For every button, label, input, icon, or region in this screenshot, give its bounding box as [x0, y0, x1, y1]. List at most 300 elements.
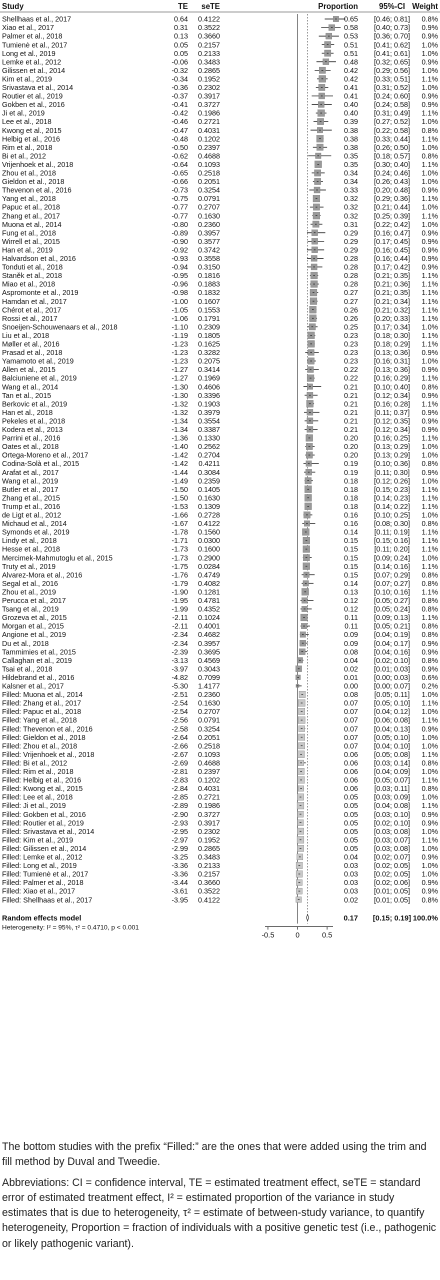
sete-value: 0.4001 — [198, 621, 220, 631]
sete-value: 0.3483 — [198, 852, 220, 862]
sete-value: 0.2707 — [198, 707, 220, 717]
te-value: 0.13 — [174, 31, 188, 41]
weight-value: 1.1% — [421, 561, 438, 571]
study-name: de Ligt et al., 2012 — [2, 510, 62, 520]
weight-value: 1.0% — [421, 450, 438, 460]
te-value: -1.49 — [171, 476, 188, 486]
ci-value: [0.00; 0.07] — [374, 681, 410, 691]
study-name: Filled: Muona et al., 2014 — [2, 690, 83, 700]
te-value: -1.76 — [171, 570, 188, 580]
sete-value: 0.4688 — [198, 758, 220, 768]
study-name: Filled: Kim et al., 2019 — [2, 835, 74, 845]
sete-value: 0.3396 — [198, 390, 220, 400]
weight-value: 0.8% — [421, 621, 438, 631]
ci-value: [0.13; 0.29] — [374, 450, 410, 460]
ci-value: [0.21; 0.35] — [374, 271, 410, 281]
proportion-value: 0.12 — [344, 604, 358, 614]
study-name: Han et al., 2018 — [2, 407, 53, 417]
ci-value: [0.16; 0.25] — [374, 433, 410, 443]
proportion-value: 0.34 — [344, 177, 358, 187]
ci-value: [0.22; 0.58] — [374, 125, 410, 135]
sete-value: 0.1883 — [198, 279, 220, 289]
study-name: Tumienė et al., 2017 — [2, 40, 68, 50]
ci-value: [0.01; 0.05] — [374, 886, 410, 896]
study-name: Filled: Kwong et al., 2015 — [2, 784, 83, 794]
sete-value: 0.3387 — [198, 425, 220, 434]
proportion-value: 0.18 — [344, 476, 358, 486]
proportion-value: 0.19 — [344, 459, 358, 469]
ci-value: [0.11; 0.20] — [374, 544, 410, 554]
study-name: Wang et al., 2014 — [2, 382, 59, 392]
ci-value: [0.21; 0.32] — [374, 305, 410, 315]
header-study: Study — [2, 2, 24, 11]
sete-value: 0.2302 — [198, 826, 220, 836]
te-value: -2.99 — [171, 843, 188, 853]
proportion-value: 0.07 — [344, 715, 358, 725]
weight-value: 1.0% — [421, 442, 438, 452]
proportion-value: 0.08 — [344, 647, 358, 657]
weight-value: 1.1% — [421, 835, 438, 845]
ci-value: [0.21; 0.36] — [374, 279, 410, 289]
summary-estimate: 0.17 — [343, 913, 358, 923]
study-name: Wang et al., 2019 — [2, 476, 59, 486]
study-name: Ortega-Moreno et al., 2017 — [2, 450, 89, 460]
te-value: -3.61 — [171, 886, 188, 896]
sete-value: 0.1093 — [198, 159, 220, 169]
study-name: Alvarez-Mora et al., 2016 — [2, 570, 83, 580]
study-name: Allen et al., 2015 — [2, 365, 56, 375]
ci-value: [0.11; 0.19] — [374, 527, 410, 537]
ci-value: [0.18; 0.29] — [374, 339, 410, 349]
te-value: -2.54 — [171, 698, 188, 708]
weight-value: 1.1% — [421, 801, 438, 811]
proportion-value: 0.07 — [344, 741, 358, 751]
study-name: Long et al., 2019 — [2, 48, 56, 58]
te-value: -1.32 — [171, 407, 188, 417]
weight-value: 1.0% — [421, 869, 438, 879]
proportion-value: 0.03 — [344, 886, 358, 896]
sete-value: 0.2133 — [198, 861, 220, 871]
weight-value: 1.0% — [421, 83, 438, 92]
te-value: -1.66 — [171, 510, 188, 520]
te-value: -0.48 — [171, 134, 188, 144]
weight-value: 1.0% — [421, 177, 438, 187]
te-value: 0.31 — [174, 23, 188, 33]
sete-value: 0.2309 — [198, 322, 220, 332]
study-name: Oates et al., 2018 — [2, 442, 59, 452]
te-value: -0.75 — [171, 194, 188, 204]
sete-value: 0.3957 — [198, 228, 220, 238]
proportion-value: 0.04 — [344, 655, 358, 665]
axis-tick-label: 0.5 — [321, 930, 333, 940]
proportion-value: 0.32 — [344, 211, 358, 221]
summary-ci: [0.15; 0.19] — [372, 913, 412, 923]
proportion-value: 0.53 — [344, 31, 358, 41]
proportion-value: 0.29 — [344, 228, 358, 238]
weight-value: 1.1% — [421, 279, 438, 289]
sete-value: 0.1816 — [198, 271, 220, 281]
sete-value: 0.0300 — [198, 536, 220, 546]
te-value: -2.93 — [171, 818, 188, 828]
weight-value: 1.0% — [421, 356, 438, 366]
proportion-value: 0.12 — [344, 596, 358, 605]
study-name: Kalsner et al., 2017 — [2, 681, 64, 691]
te-value: -2.84 — [171, 784, 188, 794]
caption-abbreviations: Abbreviations: CI = confidence interval, TE = estimated treatment effect, seTE = standard error of estimated treatment effect, I² = estimated proportion of the variance in study estimates that is due to heterogeneity, τ² = estimate of between-study variance, to quantify heterogeneity, Proportion = fraction of individuals with a positive genetic test (i.e., pathogenic or likely pathogenic variant). — [2, 1176, 437, 1250]
ci-value: [0.18; 0.30] — [374, 330, 410, 340]
ci-value: [0.06; 0.08] — [374, 715, 410, 725]
sete-value: 0.3522 — [198, 886, 220, 896]
ci-value: [0.32; 0.65] — [374, 57, 410, 67]
axis-tick-label: 0 — [295, 930, 300, 940]
ci-value: [0.03; 0.07] — [374, 835, 410, 845]
proportion-value: 0.32 — [344, 194, 358, 204]
sete-value: 0.2562 — [198, 442, 220, 452]
ci-value: [0.21; 0.35] — [374, 288, 410, 298]
te-value: -1.23 — [171, 339, 188, 349]
ci-value: [0.14; 0.16] — [374, 561, 410, 571]
study-name: Angione et al., 2019 — [2, 630, 66, 640]
proportion-value: 0.07 — [344, 707, 358, 717]
proportion-value: 0.22 — [344, 373, 358, 383]
te-value: -1.10 — [171, 322, 188, 332]
ci-value: [0.15; 0.16] — [374, 536, 410, 546]
weight-value: 0.8% — [421, 655, 438, 665]
study-name: Filled: Zhou et al., 2018 — [2, 741, 78, 751]
weight-value: 0.9% — [421, 262, 438, 272]
ci-value: [0.02; 0.05] — [374, 869, 410, 879]
sete-value: 0.4749 — [198, 570, 220, 580]
ci-value: [0.24; 0.46] — [374, 168, 410, 178]
weight-value: 1.0% — [421, 142, 438, 152]
study-name: Filled: Zhang et al., 2017 — [2, 698, 82, 708]
ci-value: [0.02; 0.05] — [374, 861, 410, 871]
proportion-value: 0.19 — [344, 467, 358, 477]
te-value: -2.58 — [171, 724, 188, 734]
ci-value: [0.12; 0.34] — [374, 425, 410, 434]
ci-value: [0.04; 0.08] — [374, 801, 410, 811]
te-value: -1.27 — [171, 365, 188, 375]
study-name: Arafat et al., 2017 — [2, 467, 59, 477]
ci-value: [0.03; 0.10] — [374, 809, 410, 819]
te-value: -1.34 — [171, 416, 188, 426]
te-value: -1.67 — [171, 519, 188, 529]
weight-value: 1.0% — [421, 117, 438, 127]
ci-value: [0.03; 0.14] — [374, 758, 410, 768]
study-name: Zhang et al., 2015 — [2, 493, 60, 503]
proportion-value: 0.21 — [344, 416, 358, 426]
te-value: -1.79 — [171, 578, 188, 588]
summary-diamond — [306, 914, 308, 920]
proportion-value: 0.00 — [344, 681, 358, 691]
te-value: -2.81 — [171, 767, 188, 776]
sete-value: 0.2359 — [198, 476, 220, 486]
ci-value: [0.31; 0.49] — [374, 108, 410, 118]
study-row — [2, 399, 439, 408]
weight-value: 1.0% — [421, 202, 438, 212]
weight-value: 0.8% — [421, 382, 438, 392]
ci-value: [0.15; 0.23] — [374, 484, 410, 494]
sete-value: 0.4682 — [198, 630, 220, 640]
te-value: -0.47 — [171, 125, 188, 135]
weight-value: 1.0% — [421, 48, 438, 58]
weight-value: 0.2% — [421, 681, 438, 691]
te-value: -0.64 — [171, 159, 188, 169]
study-name: Tsai et al., 2018 — [2, 664, 53, 674]
proportion-value: 0.41 — [344, 91, 358, 101]
ci-value: [0.04; 0.19] — [374, 630, 410, 640]
proportion-value: 0.29 — [344, 236, 358, 246]
sete-value: 0.1805 — [198, 330, 220, 340]
ci-value: [0.17; 0.42] — [374, 262, 410, 272]
study-name: Balciuniene et al., 2019 — [2, 373, 77, 383]
te-value: -2.67 — [171, 749, 188, 759]
proportion-value: 0.03 — [344, 878, 358, 888]
summary-row — [2, 913, 438, 922]
proportion-value: 0.40 — [344, 100, 358, 110]
weight-value: 0.9% — [421, 23, 438, 33]
proportion-value: 0.38 — [344, 142, 358, 152]
proportion-value: 0.11 — [344, 613, 358, 623]
weight-value: 1.1% — [421, 108, 438, 118]
ci-value: [0.12; 0.35] — [374, 416, 410, 426]
ci-value: [0.21; 0.34] — [374, 296, 410, 306]
weight-value: 1.0% — [421, 219, 438, 229]
weight-value: 0.8% — [421, 578, 438, 588]
figure-caption — [2, 1140, 438, 1257]
weight-value: 0.9% — [421, 878, 438, 888]
te-value: -1.19 — [171, 330, 188, 340]
proportion-value: 0.18 — [344, 501, 358, 511]
weight-value: 1.1% — [421, 399, 438, 409]
study-name: Shellhaas et al., 2017 — [2, 14, 72, 24]
te-value: -3.13 — [171, 655, 188, 665]
proportion-value: 0.21 — [344, 382, 358, 392]
axis-tick-label: -0.5 — [261, 930, 275, 940]
study-name: Kodera et al., 2013 — [2, 425, 63, 434]
ci-value: [0.04; 0.16] — [374, 647, 410, 657]
proportion-value: 0.18 — [344, 493, 358, 503]
weight-value: 0.9% — [421, 664, 438, 674]
proportion-value: 0.58 — [344, 23, 358, 33]
te-value: -1.06 — [171, 313, 188, 323]
proportion-value: 0.14 — [344, 578, 358, 588]
proportion-value: 0.21 — [344, 407, 358, 417]
weight-value: 1.1% — [421, 211, 438, 221]
weight-value: 1.1% — [421, 698, 438, 708]
proportion-value: 0.09 — [344, 630, 358, 640]
weight-value: 1.1% — [421, 134, 438, 144]
sete-value: 0.2133 — [198, 48, 220, 58]
ci-value: [0.24; 0.60] — [374, 91, 410, 101]
weight-value: 0.9% — [421, 886, 438, 896]
te-value: -2.90 — [171, 809, 188, 819]
study-name: Trump et al., 2016 — [2, 501, 61, 511]
te-value: 0.05 — [174, 48, 188, 58]
weight-value: 1.0% — [421, 168, 438, 178]
sete-value: 0.1405 — [198, 484, 220, 494]
sete-value: 0.1952 — [198, 74, 220, 84]
sete-value: 0.1553 — [198, 305, 220, 315]
proportion-value: 0.42 — [344, 65, 358, 75]
ci-value: [0.03; 0.11] — [374, 784, 410, 794]
ci-value: [0.04; 0.13] — [374, 724, 410, 734]
te-value: -0.94 — [171, 262, 188, 272]
te-value: -0.42 — [171, 108, 188, 118]
weight-value: 0.9% — [421, 228, 438, 238]
weight-value: 1.1% — [421, 74, 438, 84]
weight-value: 0.9% — [421, 809, 438, 819]
proportion-value: 0.23 — [344, 330, 358, 340]
weight-value: 0.9% — [421, 647, 438, 657]
study-name: Gokben et al., 2016 — [2, 100, 65, 110]
study-rows — [2, 14, 439, 924]
te-value: -1.40 — [171, 442, 188, 452]
header-sete: seTE — [201, 2, 220, 11]
te-value: -1.30 — [171, 390, 188, 400]
study-name: Zhou et al., 2018 — [2, 168, 56, 178]
study-name: Filled: Xiao et al., 2017 — [2, 886, 76, 896]
study-name: Bi et al., 2012 — [2, 151, 46, 161]
study-name: Filled: Helbig et al., 2016 — [2, 775, 82, 785]
study-name: Filled: Bi et al., 2012 — [2, 758, 68, 768]
ci-value: [0.04; 0.09] — [374, 767, 410, 776]
sete-value: 0.3577 — [198, 236, 220, 246]
study-name: Michaud et al., 2014 — [2, 519, 67, 529]
te-value: -2.97 — [171, 835, 188, 845]
sete-value: 0.3483 — [198, 57, 220, 67]
sete-value: 0.4781 — [198, 596, 220, 605]
weight-value: 0.8% — [421, 604, 438, 614]
sete-value: 0.3742 — [198, 245, 220, 255]
weight-value: 0.9% — [421, 348, 438, 358]
te-value: -1.78 — [171, 527, 188, 537]
study-name: Filled: Tumienė et al., 2017 — [2, 869, 89, 879]
weight-value: 1.0% — [421, 732, 438, 742]
study-name: Vrijenhoek et al., 2018 — [2, 159, 74, 169]
sete-value: 0.2518 — [198, 168, 220, 178]
te-value: -1.32 — [171, 399, 188, 409]
study-name: Du et al., 2018 — [2, 638, 49, 648]
ci-value: [0.05; 0.24] — [374, 604, 410, 614]
proportion-value: 0.35 — [344, 151, 358, 161]
weight-value: 0.9% — [421, 100, 438, 110]
study-name: Filled: Shellhaas et al., 2017 — [2, 895, 93, 905]
te-value: -4.82 — [171, 672, 188, 682]
proportion-value: 0.05 — [344, 818, 358, 828]
proportion-value: 0.14 — [344, 527, 358, 537]
ci-value: [0.10; 0.25] — [374, 510, 410, 520]
te-value: -0.41 — [171, 100, 188, 110]
te-value: -3.36 — [171, 869, 188, 879]
te-value: -1.50 — [171, 484, 188, 494]
ci-value: [0.12; 0.26] — [374, 476, 410, 486]
weight-value: 0.9% — [421, 818, 438, 828]
ci-value: [0.17; 0.34] — [374, 322, 410, 332]
sete-value: 0.2865 — [198, 65, 220, 75]
proportion-value: 0.07 — [344, 732, 358, 742]
study-name: Snoeijen-Schouwenaars et al., 2018 — [2, 322, 118, 332]
te-value: -0.77 — [171, 211, 188, 221]
sete-value: 0.1969 — [198, 373, 220, 383]
weight-value: 1.0% — [421, 707, 438, 717]
ci-value: [0.36; 0.70] — [374, 31, 410, 41]
sete-value: 0.1630 — [198, 493, 220, 503]
study-name: Filled: Lemke et al., 2012 — [2, 852, 83, 862]
study-name: Ji et al., 2019 — [2, 108, 45, 118]
study-name: Zhou et al., 2019 — [2, 587, 56, 597]
sete-value: 0.4352 — [198, 604, 220, 614]
ci-value: [0.13; 0.36] — [374, 365, 410, 375]
weight-value: 1.1% — [421, 715, 438, 725]
weight-value: 0.8% — [421, 14, 438, 24]
ci-value: [0.02; 0.10] — [374, 655, 410, 665]
ci-value: [0.25; 0.39] — [374, 211, 410, 221]
study-name: Morgan et al., 2015 — [2, 621, 64, 631]
te-value: -0.46 — [171, 117, 188, 127]
te-value: 0.64 — [174, 14, 188, 24]
proportion-value: 0.06 — [344, 767, 358, 776]
header-te: TE — [178, 2, 188, 11]
weight-value: 0.9% — [421, 57, 438, 67]
sete-value: 0.4031 — [198, 784, 220, 794]
weight-value: 0.9% — [421, 416, 438, 426]
weight-value: 0.9% — [421, 31, 438, 41]
weight-value: 0.9% — [421, 91, 438, 101]
ci-value: [0.10; 0.16] — [374, 587, 410, 597]
sete-value: 0.1600 — [198, 544, 220, 554]
te-value: -3.44 — [171, 878, 188, 888]
weight-value: 1.0% — [421, 741, 438, 751]
weight-value: 1.0% — [421, 65, 438, 75]
sete-value: 0.4122 — [198, 895, 220, 905]
proportion-value: 0.51 — [344, 40, 358, 50]
study-name: Pekeles et al., 2018 — [2, 416, 66, 426]
sete-value: 0.1952 — [198, 835, 220, 845]
te-value: -2.39 — [171, 647, 188, 657]
te-value: -0.93 — [171, 254, 188, 263]
proportion-value: 0.38 — [344, 134, 358, 144]
proportion-value: 0.21 — [344, 399, 358, 409]
te-value: -0.95 — [171, 271, 188, 281]
proportion-value: 0.23 — [344, 356, 358, 366]
te-value: -5.30 — [171, 681, 188, 691]
proportion-value: 0.23 — [344, 348, 358, 358]
ci-value: [0.02; 0.07] — [374, 852, 410, 862]
proportion-value: 0.15 — [344, 536, 358, 546]
weight-value: 1.1% — [421, 330, 438, 340]
ci-value: [0.04; 0.10] — [374, 741, 410, 751]
study-name: Muona et al., 2014 — [2, 219, 62, 229]
study-name: Prasad et al., 2018 — [2, 348, 63, 358]
proportion-value: 0.06 — [344, 775, 358, 785]
weight-value: 1.0% — [421, 690, 438, 700]
weight-value: 0.8% — [421, 519, 438, 529]
sete-value: 0.1560 — [198, 527, 220, 537]
study-name: Perucca et al., 2017 — [2, 596, 66, 605]
sete-value: 0.2721 — [198, 117, 220, 127]
weight-value: 1.1% — [421, 305, 438, 315]
study-row — [2, 536, 439, 545]
weight-value: 0.9% — [421, 390, 438, 400]
te-value: -2.64 — [171, 732, 188, 742]
proportion-value: 0.06 — [344, 749, 358, 759]
study-name: Kwong et al., 2015 — [2, 125, 62, 135]
summary-label: Random effects model — [2, 913, 82, 923]
study-name: Parrini et al., 2016 — [2, 433, 61, 443]
ci-value: [0.16; 0.44] — [374, 254, 410, 263]
ci-value: [0.05; 0.10] — [374, 732, 410, 742]
